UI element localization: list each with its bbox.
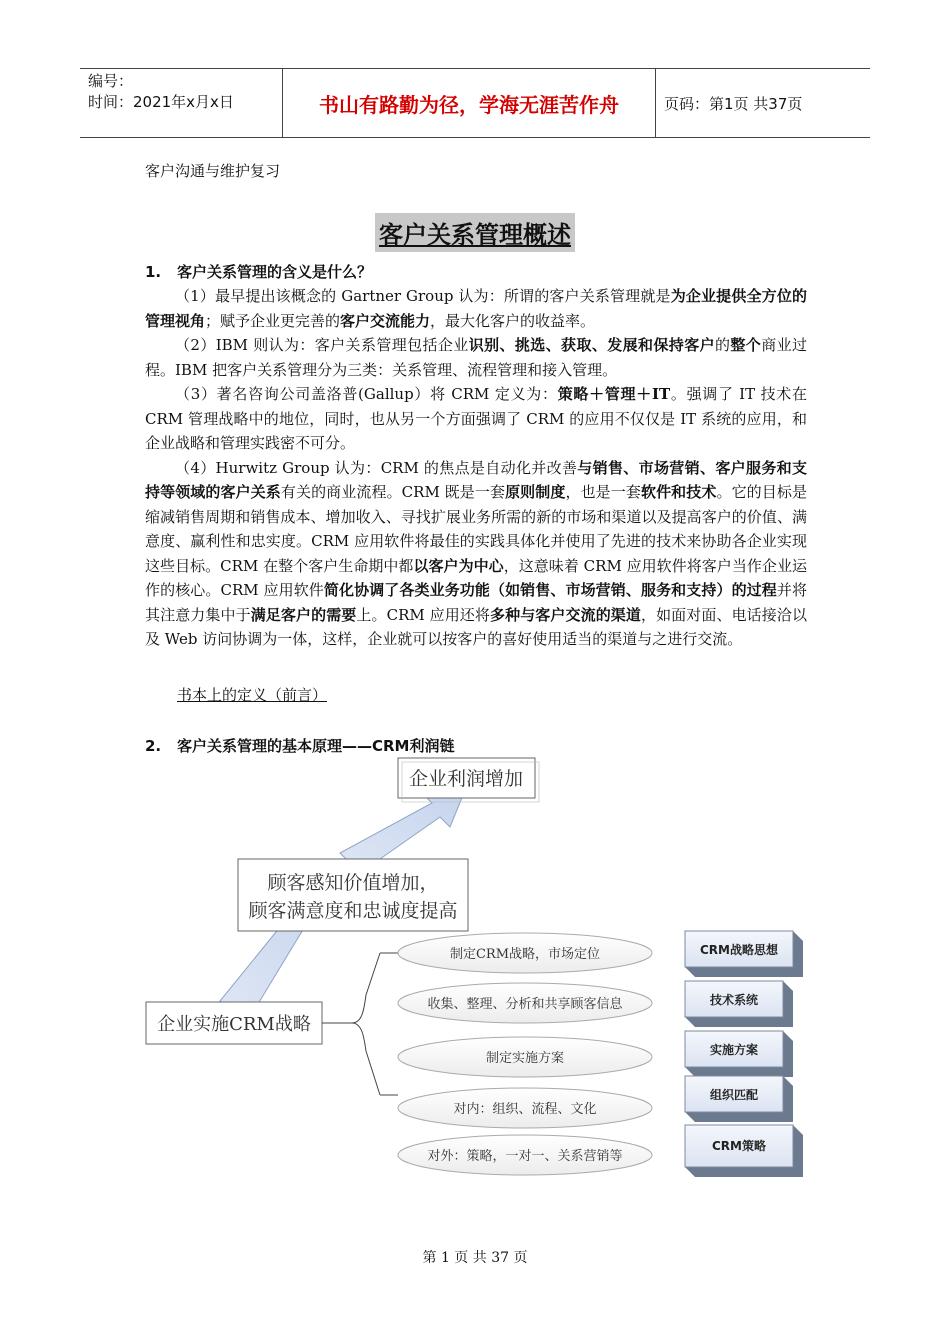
right-box — [685, 981, 793, 1027]
oval-item — [398, 1088, 652, 1128]
oval-item — [398, 983, 652, 1023]
right-box — [685, 931, 803, 977]
oval-list — [398, 933, 652, 1175]
crm-profit-chain-diagram — [140, 755, 820, 1185]
paragraph-3: （3）著名咨询公司盖洛普(Gallup）将 CRM 定义为：策略＋管理＋IT。强调了 IT 技术在 CRM 管理战略中的地位，同时，也从另一个方面强调了 CRM 的应用不仅仅是 IT 系统的应用，和企业战略和管理实践密不可分。 — [145, 385, 807, 452]
top-box-text: 企业利润增加 — [408, 768, 524, 790]
top-box — [398, 758, 539, 802]
page-title-wrap — [0, 213, 950, 252]
left-box-text: 企业实施CRM战略 — [157, 1014, 311, 1035]
question-2 — [145, 735, 455, 756]
definition-line: 书本上的定义（前言） — [177, 686, 328, 704]
svg-text:对内：组织、流程、文化: 对内：组织、流程、文化 — [453, 1102, 597, 1117]
time-label: 时间：2021年x月x日 — [88, 93, 234, 111]
svg-text:制定实施方案: 制定实施方案 — [485, 1051, 565, 1066]
svg-text:组织匹配: 组织匹配 — [709, 1088, 759, 1102]
brace-connector — [322, 953, 398, 1095]
question-2-number: 2. — [145, 737, 162, 755]
left-box — [146, 1002, 322, 1044]
header-meta-cell — [80, 69, 283, 137]
right-box — [685, 1031, 793, 1077]
page-title: 客户关系管理概述 — [375, 213, 575, 252]
right-box-list — [685, 931, 803, 1177]
right-box — [685, 1076, 793, 1122]
page-footer: 第 1 页 共 37 页 — [422, 1250, 528, 1266]
paragraph-4: （4）Hurwitz Group 认为：CRM 的焦点是自动化并改善与销售、市场营销、客户服务和支持等领域的客户关系有关的商业流程。CRM 既是一套原则制度，也是一套软件和技术。它的目标是缩减销售周期和销售成本、增加收入、寻找扩展业务所需的新的市场和渠道以及提高客户的价值、满意度、赢利性和忠实度。CRM 应用软件将最佳的实践具体化并使用了先进的技术来协助各企业实现这些目标。CRM 在整个客户生命期中都以客户为中心，这意味着 CRM 应用软件将客户当作企业运作的核心。CRM 应用软件简化协调了各类业务功能（如销售、市场营销、服务和支持）的过程并将其注意力集中于满足客户的需要上。CRM 应用还将多种与客户交流的渠道，如面对面、电话接洽以及 Web 访问协调为一体，这样，企业就可以按客户的喜好使用适当的渠道与之进行交流。 — [145, 458, 807, 648]
page-header-table — [80, 68, 870, 138]
header-motto: 书山有路勤为径，学海无涯苦作舟 — [283, 69, 656, 137]
svg-text:技术系统: 技术系统 — [709, 993, 759, 1007]
paragraph-1: （1）最早提出该概念的 Gartner Group 认为：所谓的客户关系管理就是为企业提供全方位的管理视角；赋予企业更完善的客户交流能力，最大化客户的收益率。 — [145, 287, 807, 330]
oval-item — [398, 1135, 652, 1175]
svg-text:收集、整理、分析和共享顾客信息: 收集、整理、分析和共享顾客信息 — [427, 997, 623, 1012]
question-1-number: 1. — [145, 263, 162, 281]
oval-item — [398, 1037, 652, 1077]
right-box — [685, 1125, 803, 1177]
question-1-text: 客户关系管理的含义是什么？ — [177, 263, 373, 281]
document-subtitle: 客户沟通与维护复习 — [145, 162, 281, 180]
svg-text:制定CRM战略，市场定位: 制定CRM战略，市场定位 — [449, 947, 601, 962]
middle-box-line-2: 顾客满意度和忠诚度提高 — [248, 900, 458, 922]
question-1 — [145, 261, 372, 282]
question-1-answer — [145, 284, 807, 652]
oval-item — [398, 933, 652, 973]
middle-box — [238, 859, 468, 931]
svg-text:CRM策略: CRM策略 — [712, 1139, 766, 1153]
header-page-info: 页码：第1页 共37页 — [664, 94, 803, 113]
code-label: 编号： — [88, 72, 134, 90]
svg-text:CRM战略思想: CRM战略思想 — [700, 943, 778, 957]
question-2-text: 客户关系管理的基本原理——CRM利润链 — [177, 737, 455, 755]
svg-text:对外：策略，一对一、关系营销等: 对外：策略，一对一、关系营销等 — [427, 1149, 623, 1164]
middle-box-line-1: 顾客感知价值增加， — [267, 872, 439, 894]
paragraph-2: （2）IBM 则认为：客户关系管理包括企业识别、挑选、获取、发展和保持客户的整个商业过程。IBM 把客户关系管理分为三类：关系管理、流程管理和接入管理。 — [145, 336, 807, 379]
svg-text:实施方案: 实施方案 — [709, 1043, 759, 1057]
